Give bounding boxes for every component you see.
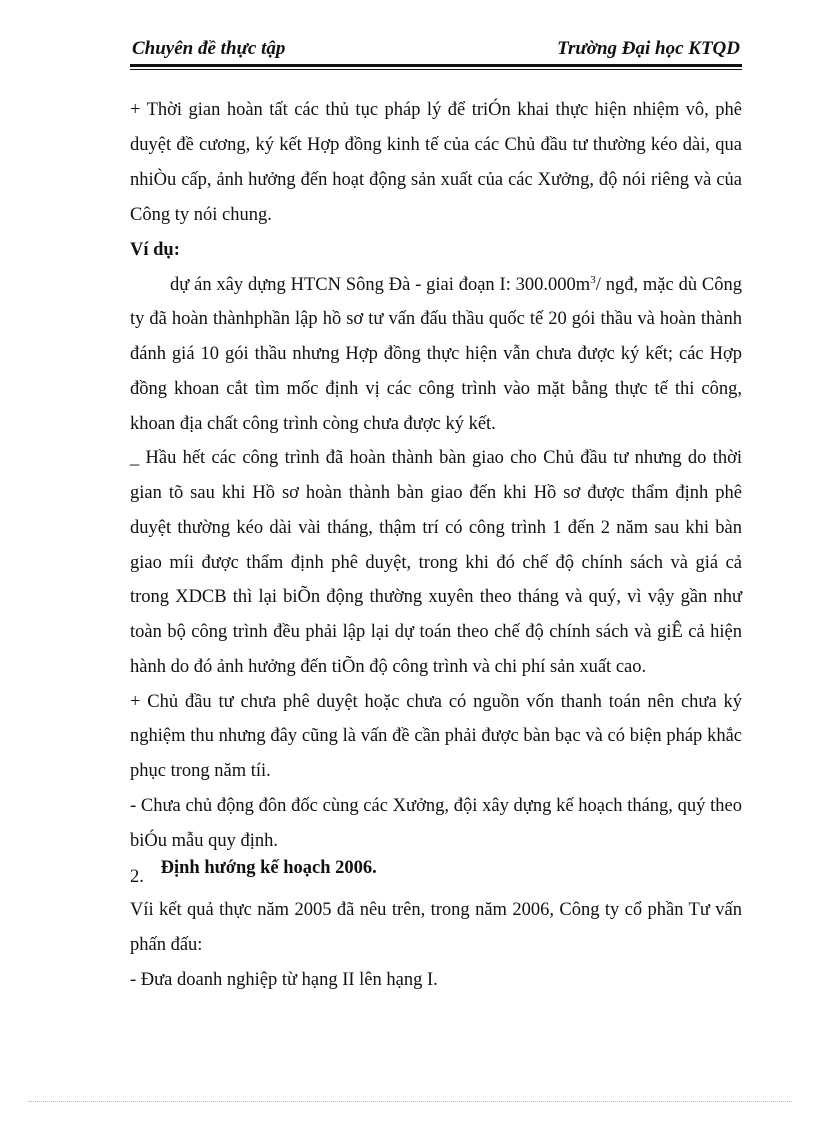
paragraph-line: + Thời gian hoàn tất các thủ tục pháp lý để triÓn khai thực hiện nhiệm vô, phê: [130, 100, 742, 120]
section-heading: [130, 858, 377, 887]
paragraph-line: trong XDCB thì lại biÕn động thường xuyên theo tháng và quý, vì vậy gần như: [130, 587, 742, 607]
paragraph-line: đồng khoan cắt tìm mốc định vị các công trình vào mặt bằng thực tế thi công,: [130, 379, 742, 399]
header-rule-thick: [130, 64, 742, 67]
paragraph-line: duyệt đề cương, ký kết Hợp đồng kinh tế của các Chủ đầu tư thường kéo dài, qua: [130, 135, 742, 155]
example-label: Ví dụ:: [130, 240, 180, 260]
paragraph-line: đánh giá 10 gói thầu nhưng Hợp đồng thực hiện vẫn chưa được ký kết; các Hợp: [130, 344, 742, 364]
text-run: dự án xây dựng HTCN Sông Đà - giai đoạn I: 300.000m: [170, 275, 591, 296]
paragraph-line: Công ty nói chung.: [130, 205, 272, 225]
paragraph-line: - Chưa chủ động đôn đốc cùng các Xưởng, đội xây dựng kế hoạch tháng, quý theo: [130, 796, 742, 816]
paragraph-line: biÓu mẫu quy định.: [130, 831, 278, 851]
paragraph-line: toàn bộ công trình đều phải lập lại dự toán theo chế độ chính sách và giÊ cả hiện: [130, 622, 742, 642]
paragraph-line: phấn đấu:: [130, 935, 203, 955]
section-number: 2.: [130, 867, 144, 887]
paragraph-line: - Đưa doanh nghiệp từ hạng II lên hạng I.: [130, 970, 438, 990]
paragraph-line: khoan địa chất công trình còng chưa được ký kết.: [130, 414, 496, 434]
page-header: [130, 38, 742, 66]
superscript: 3: [590, 274, 596, 286]
paragraph-line: [170, 274, 742, 296]
paragraph-line: ty đã hoàn thànhphần lập hồ sơ tư vấn đấu thầu quốc tế 20 gói thầu và hoàn thành: [130, 309, 742, 329]
paragraph-line: hành do đó ảnh hưởng đến tiÕn độ công trình và chi phí sản xuất cao.: [130, 657, 647, 677]
footer-dotted-rule: [28, 1101, 792, 1102]
paragraph-line: nhiÒu cấp, ảnh hưởng đến hoạt động sản xuất của các Xưởng, độ nói riêng và của: [130, 170, 742, 190]
header-rule-thin: [130, 69, 742, 70]
paragraph-line: nghiệm thu nhưng đây cũng là vấn đề cần phải được bàn bạc và có biện pháp khắc: [130, 726, 742, 746]
paragraph-line: gian tõ sau khi Hồ sơ hoàn thành bàn giao đến khi Hồ sơ được thẩm định phê: [130, 483, 742, 503]
header-report-title: Chuyên đề thực tập: [132, 38, 286, 59]
header-university: Trường Đại học KTQD: [557, 38, 740, 59]
paragraph-line: giao míi được thẩm định phê duyệt, trong khi đó chế độ chính sách và giá cả: [130, 553, 742, 573]
paragraph-line: phục trong năm tíi.: [130, 761, 271, 781]
paragraph-line: duyệt thường kéo dài vài tháng, thậm trí có công trình 1 đến 2 năm sau khi bàn: [130, 518, 742, 538]
text-run: / ngđ, mặc dù Công: [595, 275, 743, 296]
paragraph-line: Víi kết quả thực năm 2005 đã nêu trên, trong năm 2006, Công ty cổ phần Tư vấn: [130, 900, 742, 920]
paragraph-line: _ Hầu hết các công trình đã hoàn thành bàn giao cho Chủ đầu tư nhưng do thời: [130, 448, 742, 468]
section-title: Định hướng kế hoạch 2006.: [160, 858, 377, 878]
paragraph-line: + Chủ đầu tư chưa phê duyệt hoặc chưa có nguồn vốn thanh toán nên chưa ký: [130, 692, 742, 712]
